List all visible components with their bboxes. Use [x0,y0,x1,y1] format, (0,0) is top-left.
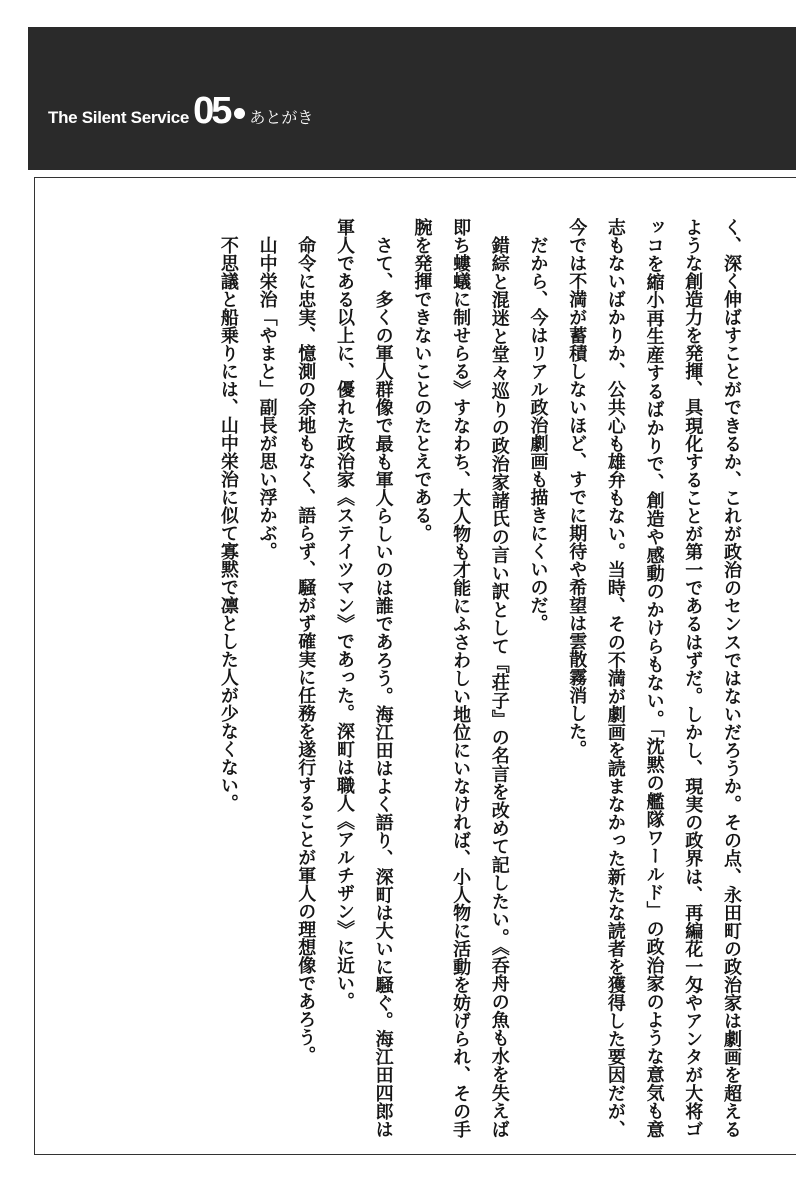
afterword-body [70,218,750,1138]
paragraph: だから、今はリアル政治劇画も描きにくいのだ。 [527,236,549,632]
header-title [48,92,313,130]
paragraph: 不思議と船乗りには、山中栄治に似て寡黙で凛とした人が少なくない。 [217,236,239,812]
bullet-icon [234,108,245,119]
paragraph: 錯綜と混迷と堂々巡りの政治家諸氏の言い訳として『荘子』の名言を改めて記したい。《呑舟の魚も水を失えば即ち螻蟻に制せらる》すなわち、大人物も才能にふさわしい地位にいなければ、小人物に活動を妨げられ、その手腕を発揮できないことのたとえである。 [411,218,510,1138]
volume-number: 05 [193,90,230,132]
paragraph: さて、多くの軍人群像で最も軍人らしいのは誰であろう。海江田はよく語り、深町は大いに騒ぐ。海江田四郎は軍人である以上に、優れた政治家《ステイツマン》であった。深町は職人《アルチザン》に近い。 [333,218,394,1138]
chapter-header-bar [28,27,796,170]
series-name: The Silent Service [48,108,190,127]
paragraph: く、深く伸ばすことができるか、これが政治のセンスではないだろうか。その点、永田町の政治家は劇画を超えるような創造力を発揮、具現化することが第一であるはずだ。しかし、現実の政界は、再編花一匁やアンタが大将ゴッコを縮小再生産するばかりで、創造や感動のかけらもない。「沈黙の艦隊ワールド」の政治家のような意気も意志もないばかりか、公共心も雄弁もない。当時、その不満が劇画を読まなかった新たな読者を獲得した要因だが、今では不満が蓄積しないほど、すでに期待や希望は雲散霧消した。 [566,218,742,1138]
paragraph: 命令に忠実、憶測の余地もなく、語らず、騒がず確実に任務を遂行することが軍人の理想像であろう。 [295,236,317,1064]
paragraph: 山中栄治「やまと」副長が思い浮かぶ。 [256,236,278,560]
section-label: あとがき [249,108,314,127]
